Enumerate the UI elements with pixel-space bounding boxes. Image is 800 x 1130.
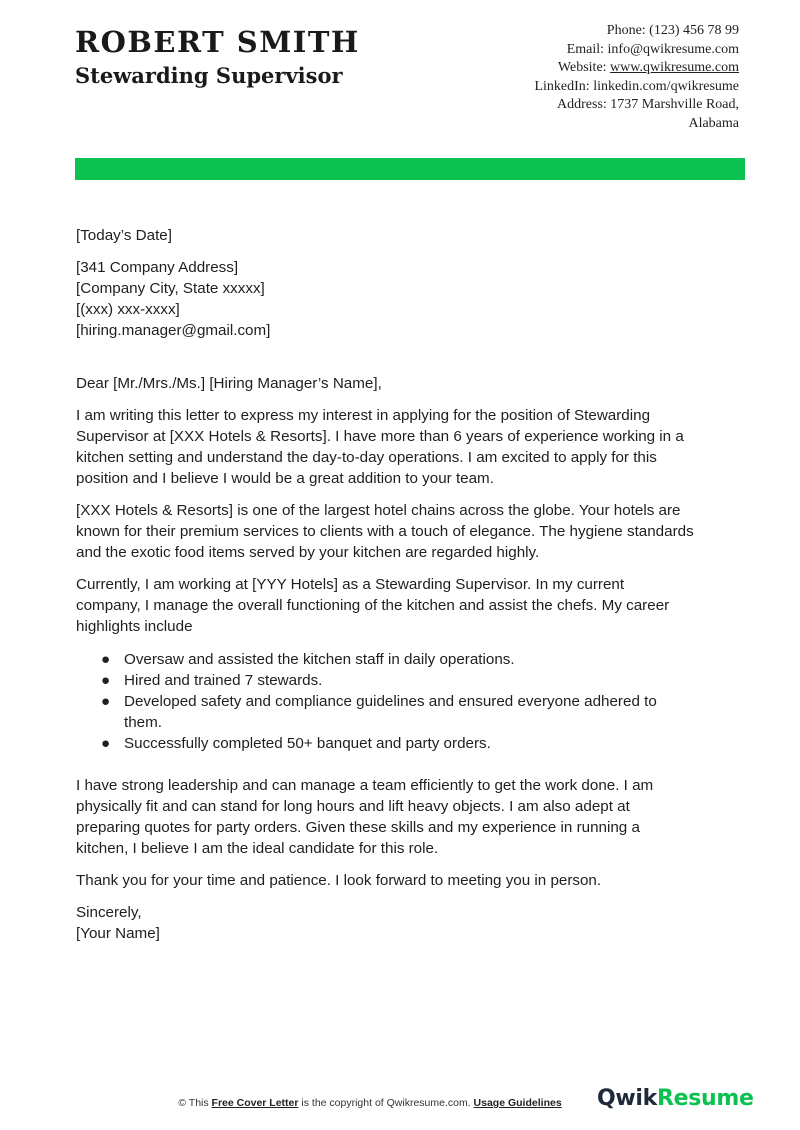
list-item-text: Hired and trained 7 stewards. <box>124 672 323 689</box>
paragraph-line: Currently, I am working at [YYY Hotels] as a Stewarding Supervisor. In my current <box>76 576 625 593</box>
contact-address-line-1: Address: 1737 Marshville Road, <box>557 97 739 112</box>
accent-divider-bar <box>75 158 745 180</box>
paragraph-line: Supervisor at [XXX Hotels & Resorts]. I have more than 6 years of experience working in a <box>76 428 684 445</box>
paragraph-line: I have strong leadership and can manage a team efficiently to get the work done. I am <box>76 777 654 794</box>
footer-middle: is the copyright of Qwikresume.com. <box>298 1097 474 1109</box>
closing-text: Sincerely, <box>76 904 142 921</box>
paragraph-line: I am writing this letter to express my interest in applying for the position of Stewarding <box>76 407 651 424</box>
list-item <box>76 670 726 691</box>
paragraph-line: kitchen setting and understand the day-to-day operations. I am excited to apply for this <box>76 449 657 466</box>
qwikresume-logo[interactable] <box>597 1086 754 1111</box>
contact-email: Email: info@qwikresume.com <box>566 41 739 57</box>
paragraph-line: and the exotic food items served by your kitchen are regarded highly. <box>76 544 540 561</box>
bullet-icon: ● <box>101 693 111 710</box>
recipient-line: [Company City, State xxxxx] <box>76 280 265 297</box>
contact-block <box>439 22 739 133</box>
paragraph-line: company, I manage the overall functioning of the kitchen and assist the chefs. My career <box>76 597 670 614</box>
recipient-address <box>76 257 726 341</box>
paragraph-line: known for their premium services to clients with a touch of elegance. The hygiene standards <box>76 523 694 540</box>
recipient-line: [341 Company Address] <box>76 259 239 276</box>
paragraph-current-role <box>76 574 726 637</box>
bullet-icon: ● <box>101 735 111 752</box>
paragraph-line: preparing quotes for party orders. Given these skills and my experience in running a <box>76 819 640 836</box>
paragraph-line: [XXX Hotels & Resorts] is one of the largest hotel chains across the globe. Your hotels are <box>76 502 681 519</box>
applicant-name: ROBERT SMITH <box>75 25 360 59</box>
paragraph-thanks: Thank you for your time and patience. I look forward to meeting you in person. <box>76 872 602 889</box>
bullet-icon: ● <box>101 672 111 689</box>
list-item-text: them. <box>124 714 162 731</box>
bullet-icon: ● <box>101 651 111 668</box>
usage-guidelines-link[interactable]: Usage Guidelines <box>473 1097 562 1109</box>
paragraph-line: position and I believe I would be a great addition to your team. <box>76 470 494 487</box>
list-item <box>76 649 726 670</box>
contact-linkedin: LinkedIn: linkedin.com/qwikresume <box>534 78 739 94</box>
contact-website-label: Website: <box>557 60 611 75</box>
signature-name: [Your Name] <box>76 925 160 942</box>
logo-part-qwik: Qwik <box>597 1086 657 1111</box>
paragraph-line: highlights include <box>76 618 193 635</box>
paragraph-line: kitchen, I believe I am the ideal candidate for this role. <box>76 840 439 857</box>
salutation: Dear [Mr./Mrs./Ms.] [Hiring Manager’s Name], <box>76 375 382 392</box>
contact-address-line-2: Alabama <box>688 115 739 131</box>
paragraph-skills <box>76 775 726 859</box>
closing-block <box>76 902 726 944</box>
paragraph-company <box>76 500 726 563</box>
footer-prefix: © This <box>178 1097 212 1109</box>
list-item-text: Successfully completed 50+ banquet and party orders. <box>124 735 491 752</box>
recipient-line: [(xxx) xxx-xxxx] <box>76 301 180 318</box>
applicant-job-title: Stewarding Supervisor <box>75 63 343 88</box>
list-item-text: Developed safety and compliance guidelines and ensured everyone adhered to <box>124 693 657 710</box>
letter-body <box>76 225 726 944</box>
paragraph-intro <box>76 405 726 489</box>
list-item-text: Oversaw and assisted the kitchen staff in daily operations. <box>124 651 515 668</box>
contact-website <box>439 59 739 78</box>
free-cover-letter-link[interactable]: Free Cover Letter <box>211 1097 299 1109</box>
recipient-line: [hiring.manager@gmail.com] <box>76 322 271 339</box>
list-item <box>76 691 726 733</box>
list-item <box>76 733 726 754</box>
paragraph-line: physically fit and can stand for long hours and lift heavy objects. I am also adept at <box>76 798 630 815</box>
contact-website-link[interactable]: www.qwikresume.com <box>610 60 739 75</box>
logo-part-resume: Resume <box>657 1086 754 1111</box>
contact-phone: Phone: (123) 456 78 99 <box>606 23 739 38</box>
career-highlights-list <box>76 649 726 754</box>
letter-date: [Today’s Date] <box>76 227 172 244</box>
